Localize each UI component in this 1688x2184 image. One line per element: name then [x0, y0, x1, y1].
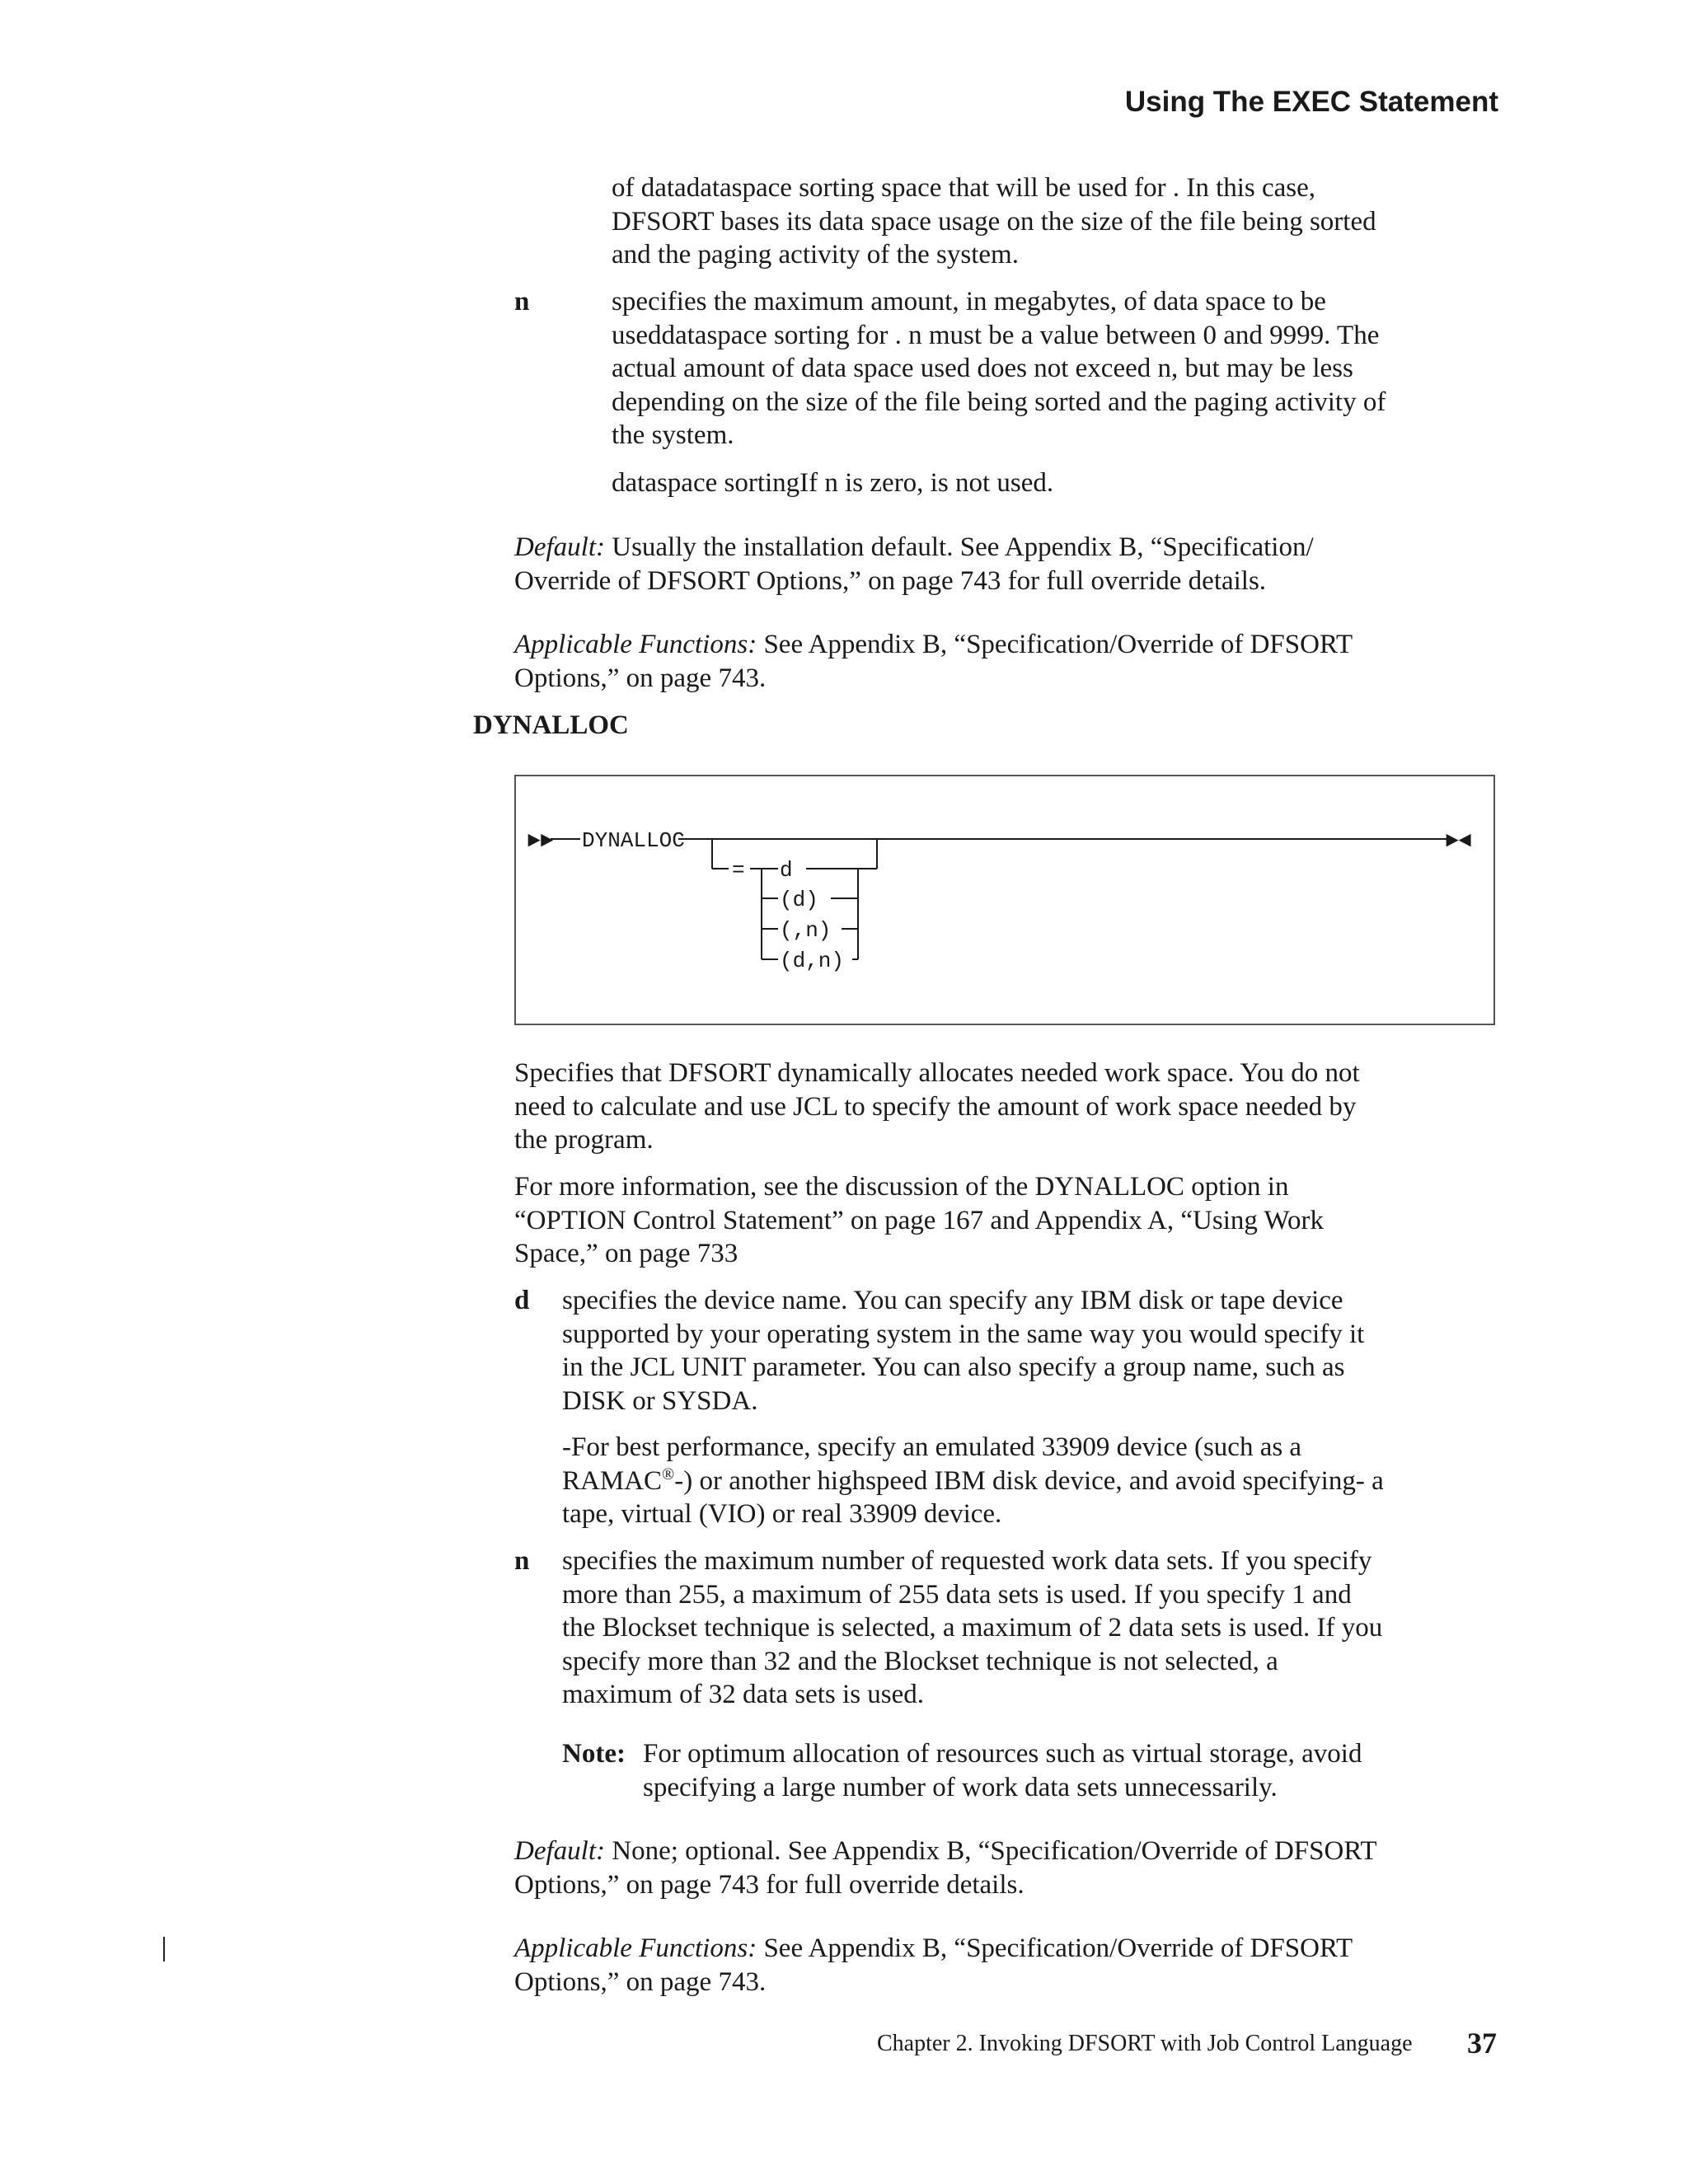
ramac-text: RAMAC: [562, 1465, 663, 1496]
text-line: Usually the installation default. See Appendix B, “Specification/: [604, 532, 1314, 562]
text-line: Options,” on page 743.: [514, 663, 767, 693]
text-line: For more information, see the discussion of the DYNALLOC option in: [514, 1172, 1289, 1202]
n-definition-dataspace: [612, 285, 1386, 452]
equals-sign: =: [732, 858, 745, 883]
term-n-dataspace: n: [514, 287, 530, 316]
option-comma-n: (,n): [780, 918, 832, 943]
n-definition-worksets: [562, 1544, 1382, 1712]
note-text: [643, 1737, 1362, 1804]
keyword-dynalloc: DYNALLOC: [582, 828, 685, 853]
d-definition: [562, 1284, 1364, 1418]
revision-bar: [163, 1937, 165, 1961]
text-line: depending on the size of the file being sorted and the paging activity of: [612, 387, 1386, 417]
syntax-diagram-box: [514, 775, 1495, 1025]
performance-note: [562, 1431, 1384, 1531]
footer-chapter-title: Chapter 2. Invoking DFSORT with Job Control Language: [877, 2031, 1413, 2056]
text-line: tape, virtual (VIO) or real 33909 device.: [562, 1499, 1002, 1529]
text-line: need to calculate and use JCL to specify the amount of work space needed by: [514, 1091, 1357, 1122]
text-line: Override of DFSORT Options,” on page 743 for full override details.: [514, 565, 1267, 596]
text-line: See Appendix B, “Specification/Override of DFSORT: [757, 1933, 1353, 1963]
applicable-dataspace: [514, 628, 1353, 695]
section-heading-dynalloc: DYNALLOC: [473, 710, 629, 740]
end-marker: ►◄: [1446, 828, 1472, 853]
text-line: For optimum allocation of resources such as virtual storage, avoid: [643, 1739, 1362, 1769]
applicable-label: Applicable Functions:: [514, 1933, 757, 1963]
text-line: “OPTION Control Statement” on page 167 and Appendix A, “Using Work: [514, 1205, 1325, 1235]
default-label: Default:: [514, 532, 605, 562]
default-label: Default:: [514, 1836, 605, 1866]
text-line: more than 255, a maximum of 255 data sets is used. If you specify 1 and: [562, 1579, 1352, 1610]
text-line: the system.: [612, 420, 734, 450]
text-line: specify more than 32 and the Blockset technique is not selected, a: [562, 1646, 1278, 1676]
term-d: d: [514, 1286, 530, 1315]
text-line: of datadataspace sorting space that will be used for . In this case,: [612, 173, 1316, 203]
text-line: specifies the maximum amount, in megabytes, of data space to be: [612, 287, 1326, 316]
text-line: the Blockset technique is selected, a maximum of 2 data sets is used. If you: [562, 1613, 1383, 1643]
text-line: and the paging activity of the system.: [612, 240, 1019, 269]
text-line: DISK or SYSDA.: [562, 1385, 758, 1416]
text-line: in the JCL UNIT parameter. You can also specify a group name, such as: [562, 1352, 1345, 1382]
page-number: 37: [1467, 2027, 1497, 2060]
zero-note: dataspace sortingIf n is zero, is not used.: [612, 468, 1054, 498]
start-marker: ►►: [528, 828, 554, 853]
running-header-title: Using The EXEC Statement: [1124, 86, 1498, 118]
option-d-n: (d,n): [780, 949, 845, 973]
applicable-label: Applicable Functions:: [514, 630, 757, 659]
text-line: the program.: [514, 1125, 654, 1155]
dynalloc-description: [514, 1057, 1360, 1157]
text-line: See Appendix B, “Specification/Override of DFSORT: [757, 630, 1353, 659]
applicable-dynalloc: [514, 1932, 1353, 1999]
text-line: None; optional. See Appendix B, “Specification/Override of DFSORT: [604, 1836, 1377, 1866]
dataspace-continuation: [612, 171, 1376, 272]
default-dynalloc: [514, 1835, 1377, 1901]
text-line: specifying a large number of work data sets unnecessarily.: [643, 1772, 1278, 1802]
registered-mark: ®: [662, 1465, 675, 1483]
text-line: specifies the maximum number of requested work data sets. If you specify: [562, 1546, 1372, 1576]
text-line: specifies the device name. You can specify any IBM disk or tape device: [562, 1286, 1343, 1315]
text-line: DFSORT bases its data space usage on the size of the file being sorted: [612, 206, 1376, 237]
text-line: -) or another highspeed IBM disk device, and avoid specifying- a: [674, 1465, 1384, 1496]
text-line: maximum of 32 data sets is used.: [562, 1680, 925, 1709]
note-label: Note:: [562, 1739, 626, 1769]
text-line: useddataspace sorting for . n must be a value between 0 and 9999. The: [612, 320, 1380, 350]
option-paren-d: (d): [780, 888, 818, 912]
text-line: -For best performance, specify an emulated 33909 device (such as a: [562, 1432, 1302, 1462]
text-line: Options,” on page 743.: [514, 1966, 767, 1997]
text-line: Space,” on page 733: [514, 1239, 738, 1268]
term-n-worksets: n: [514, 1546, 530, 1576]
text-line: Options,” on page 743 for full override details.: [514, 1869, 1025, 1900]
syntax-diagram: [516, 776, 1493, 1024]
text-line: Specifies that DFSORT dynamically allocates needed work space. You do not: [514, 1058, 1360, 1088]
text-line: supported by your operating system in the same way you would specify it: [562, 1319, 1365, 1349]
dynalloc-more-info: [514, 1170, 1324, 1271]
default-dataspace: [514, 531, 1314, 598]
text-line: actual amount of data space used does not exceed n, but may be less: [612, 354, 1353, 383]
option-d: d: [780, 858, 793, 883]
